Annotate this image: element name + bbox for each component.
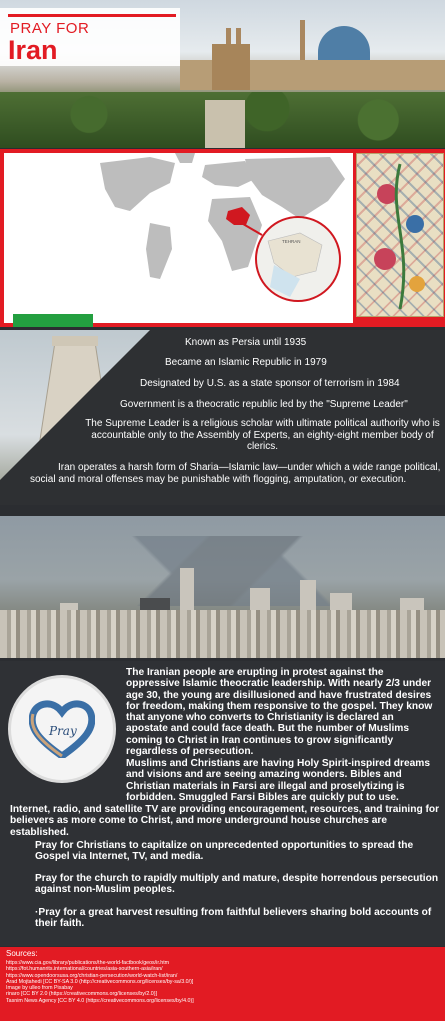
walkway xyxy=(205,100,245,148)
prayer-point-gospel: Pray for Christians to capitalize on unprecedented opportunities to spread the Gospel via Internet, TV, and media. xyxy=(35,840,414,863)
fact-persia: Known as Persia until 1935 xyxy=(185,337,307,348)
source-credit: Arad Mojtahedi [CC BY-SA 3.0 (http://creativecommons.org/licenses/by-sa/3.0/)] xyxy=(6,978,194,985)
map-greenland xyxy=(175,153,195,163)
pray-hands-graphic xyxy=(8,675,116,783)
pray-script-text: Pray xyxy=(49,724,77,738)
facts-section xyxy=(0,330,445,505)
title-pray-for: PRAY FOR xyxy=(10,20,90,37)
sources-section xyxy=(0,947,445,1021)
paragraph-dreams: Muslims and Christians are having Holy Spirit-inspired dreams and visions and are seeing amazing wonders. Bibles and Christian materials in Farsi are illegal and proselytizing is forbidden. Smuggled Farsi Bibles are quickly put to use. xyxy=(126,758,431,803)
fact-sharia: Iran operates a harsh form of Sharia—Islamic law—under which a wide range political, social and moral offenses may be punishable with flogging, amputation, or execution. xyxy=(30,462,441,485)
tile-flowers xyxy=(357,154,443,316)
prayer-point-church: Pray for the church to rapidly multiply and mature, despite horrendous persecution against non-Muslim peoples. xyxy=(35,873,439,896)
source-credit: Tasnim News Agency [CC BY 4.0 (https://creativecommons.org/licenses/by/4.0)] xyxy=(6,997,194,1004)
header-photo xyxy=(0,0,445,148)
fact-supreme-leader: The Supreme Leader is a religious scholar with ultimate political authority who is accountable only to the Assembly of Experts, an eighty-eight member body of clerics. xyxy=(85,418,440,452)
flag-stripe-green xyxy=(13,314,93,327)
body-section xyxy=(0,661,445,946)
map-africa xyxy=(208,197,262,271)
source-credit: rinaro [CC BY 2.0 (https://creativecommons.org/licenses/by/2.0)] xyxy=(6,991,157,998)
map-panel xyxy=(0,149,445,327)
title-iran: Iran xyxy=(8,35,58,65)
map-inset-label: TEHRAN xyxy=(282,239,301,244)
persian-tile-art xyxy=(356,153,444,317)
fact-terrorism: Designated by U.S. as a state sponsor of terrorism in 1984 xyxy=(140,378,400,389)
sources-list xyxy=(6,960,441,1004)
sources-title: Sources: xyxy=(6,949,38,958)
mosque-gate xyxy=(212,44,250,90)
source-link[interactable]: https://fot.humanrits.international/countries/asia-southern-asia/iran/ xyxy=(6,966,163,973)
title-rule xyxy=(8,14,176,17)
source-link[interactable]: https://www.opendoorsusa.org/christian-persecution/world-watch-list/iran/ xyxy=(6,972,178,979)
tehran-skyline-photo xyxy=(0,516,445,658)
paragraph-media: Internet, radio, and satellite TV are providing encouragement, resources, and training for believers as more come to Christ, and more underground house churches are established. xyxy=(10,804,440,838)
map-north-america xyxy=(100,157,175,211)
iran-flag xyxy=(13,314,93,327)
map-asia xyxy=(245,157,345,219)
fact-islamic-republic: Became an Islamic Republic in 1979 xyxy=(165,357,327,368)
map-south-america xyxy=(146,223,172,279)
prayer-point-harvest: ·Pray for a great harvest resulting from faithful believers sharing bold accounts of their faith. xyxy=(35,907,432,930)
paragraph-protest: The Iranian people are erupting in protest against the oppressive Islamic theocratic leadership. With nearly 2/3 under age 30, the young are disillusioned and have frustrated desires for freedom, making them responsive to the gospel. They know that anyone who converts to Christianity is declared an apostate and could face death. But the number of Muslims coming to Christ in Iran continues to grow significantly regardless of persecution. xyxy=(126,667,433,758)
minaret xyxy=(300,20,305,65)
mountains xyxy=(0,536,445,606)
source-link[interactable]: https://www.cia.gov/library/publications/the-world-factbook/geos/ir.htm xyxy=(6,960,170,966)
fact-government: Government is a theocratic republic led by the "Supreme Leader" xyxy=(120,399,408,410)
city-blocks xyxy=(0,610,445,658)
source-credit: Image by ulleo from Pixabay xyxy=(6,985,73,992)
